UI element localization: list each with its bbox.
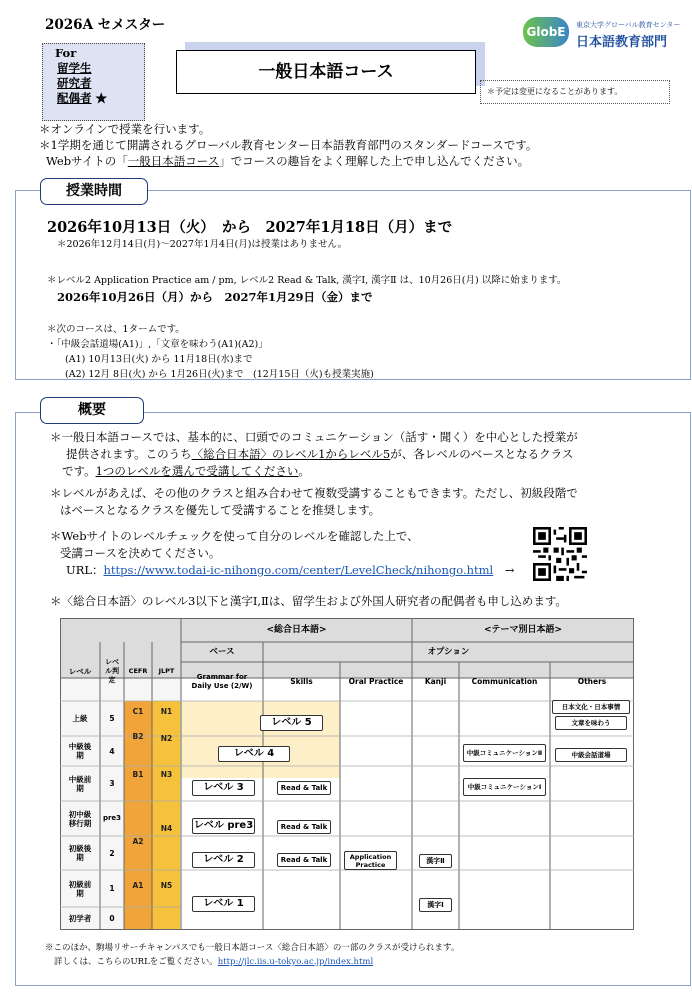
kanji-1-tag[interactable]: 漢字Ⅰ bbox=[419, 898, 452, 912]
row-level-number: 2 bbox=[109, 848, 115, 858]
overview-p2-line1: ＊レベルがあえば、その他のクラスと組み合わせて複数受講することもできます。ただし、初級段階で bbox=[50, 486, 578, 500]
jlpt-label: N1 bbox=[160, 706, 173, 716]
read-talk-tag[interactable]: Read & Talk bbox=[277, 853, 331, 867]
level-pre3-tag[interactable]: レベル pre3 bbox=[192, 818, 255, 834]
intro-website: Webサイトの「一般日本語コース」でコースの趣旨をよく理解した上で申し込んでください。 bbox=[46, 154, 530, 168]
col-skills: Skills bbox=[290, 677, 313, 686]
term-a2: (A2) 12月 8日(火) から 1月26日(火)まで (12月15日（火)も授業実施) bbox=[65, 369, 374, 380]
sub-option: オプション bbox=[427, 646, 470, 657]
others-conversation-tag[interactable]: 中級会話道場 bbox=[555, 748, 627, 762]
row-level-number: 0 bbox=[109, 914, 115, 923]
one-term-note: ＊次のコースは、1タームです。 bbox=[47, 324, 185, 335]
jlpt-label: N4 bbox=[160, 823, 173, 833]
comm-1-tag[interactable]: 中級コミュニケーションⅠ bbox=[463, 778, 546, 796]
level-5-tag[interactable]: レベル 5 bbox=[260, 715, 323, 731]
globe-logo: GlobE bbox=[523, 17, 569, 47]
main-period: 2026年10月13日（火） から 2027年1月18日（月）まで bbox=[47, 219, 453, 236]
col-kanji: Kanji bbox=[424, 677, 447, 686]
level-check-link[interactable]: https://www.todai-ic-nihongo.com/center/LevelCheck/nihongo.html bbox=[103, 563, 494, 577]
row-level-name: 初級後期 bbox=[68, 844, 92, 862]
footer-note: ※このほか、駒場リサーチキャンパスでも一般日本語コース〈総合日本語〉の一部のクラスが受けられます。 bbox=[45, 943, 460, 953]
cefr-label: A2 bbox=[132, 836, 144, 846]
col-cefr: CEFR bbox=[128, 667, 148, 675]
overview-p4: ＊〈総合日本語〉のレベル3以下と漢字Ⅰ,Ⅱは、留学生および外国人研究者の配偶者も申し込めます。 bbox=[50, 594, 567, 608]
row-level-name: 初級前期 bbox=[68, 879, 92, 898]
cefr-label: B2 bbox=[132, 731, 144, 741]
late-start-note: ＊レベル2 Application Practice am / pm, レベル2 Read & Talk, 漢字Ⅰ, 漢字Ⅱ は、10月26日(月) 以降に始まります。 bbox=[47, 275, 567, 286]
kanji-2-tag[interactable]: 漢字Ⅱ bbox=[419, 854, 452, 868]
level-3-tag[interactable]: レベル 3 bbox=[192, 780, 255, 796]
star-icon: ★ bbox=[95, 91, 108, 105]
for-label: For bbox=[55, 46, 77, 60]
jlpt-label: N5 bbox=[160, 880, 173, 890]
overview-p2-line2: はベースとなるクラスを優先して受講することを推奨します。 bbox=[60, 503, 381, 517]
col-grammar: Grammar for Daily Use (2/W) bbox=[191, 672, 253, 690]
overview-p3-line1: ＊Webサイトのレベルチェックを使って自分のレベルを確認した上で、 bbox=[50, 529, 419, 543]
schedule-change-notice: ＊予定は変更になることがあります。 bbox=[480, 80, 670, 104]
group-theme-header: <テーマ別日本語> bbox=[483, 624, 563, 635]
page-title: 一般日本語コース bbox=[176, 50, 476, 94]
overview-p1-line3: です。1つのレベルを選んで受講してください。 bbox=[62, 464, 310, 478]
no-class-note: ＊2026年12月14日(月)～2027年1月4日(月)は授業はありません。 bbox=[57, 239, 348, 250]
schedule-heading: 授業時間 bbox=[40, 178, 148, 205]
level-1-tag[interactable]: レベル 1 bbox=[192, 896, 255, 912]
cefr-label: C1 bbox=[132, 706, 144, 716]
col-jlpt: JLPT bbox=[158, 667, 175, 675]
read-talk-tag[interactable]: Read & Talk bbox=[277, 820, 331, 834]
cefr-label: A1 bbox=[132, 880, 144, 890]
others-culture-tag[interactable]: 日本文化・日本事情 bbox=[552, 700, 630, 714]
row-level-number: 3 bbox=[109, 779, 115, 788]
row-level-name: 初学者 bbox=[68, 914, 92, 923]
overview-p1-line2: 提供されます。このうち〈総合日本語〉のレベル1からレベル5が、各レベルのベースとなるクラス bbox=[66, 447, 574, 461]
intro-online: ＊オンラインで授業を行います。 bbox=[39, 122, 211, 136]
late-period: 2026年10月26日（月）から 2027年1月29日（金）まで bbox=[57, 290, 373, 304]
row-level-number: pre3 bbox=[102, 814, 122, 822]
cefr-label: B1 bbox=[132, 769, 144, 779]
for-item-students: 留学生 bbox=[57, 61, 92, 75]
application-practice-tag[interactable]: Application Practice bbox=[344, 851, 397, 870]
row-level-name: 初中級移行期 bbox=[68, 809, 92, 828]
level-2-tag[interactable]: レベル 2 bbox=[192, 852, 255, 868]
term-a1: (A1) 10月13日(火) から 11月18日(水)まで bbox=[65, 354, 253, 365]
row-level-number: 4 bbox=[109, 746, 115, 756]
jlpt-label: N2 bbox=[160, 733, 173, 743]
sub-base: ベース bbox=[209, 646, 235, 657]
row-level-number: 1 bbox=[109, 884, 115, 893]
overview-p3-line2: 受講コースを決めてください。 bbox=[60, 546, 221, 560]
col-hantei: レベル判定 bbox=[105, 658, 119, 684]
course-link[interactable]: 一般日本語コース bbox=[127, 154, 220, 168]
row-level-name: 上級 bbox=[72, 714, 88, 723]
group-sogo-header: <総合日本語> bbox=[266, 624, 327, 635]
col-others: Others bbox=[577, 677, 607, 686]
for-item-researchers: 研究者 bbox=[57, 76, 92, 90]
intro-standard: ＊1学期を通じて開講されるグローバル教育センター日本語教育部門のスタンダードコースです。 bbox=[39, 138, 538, 152]
col-oral: Oral Practice bbox=[348, 677, 404, 686]
others-reading-tag[interactable]: 文章を味わう bbox=[555, 716, 627, 730]
one-term-list: ・「中級会話道場(A1)」,「文章を味わう(A1)(A2)」 bbox=[47, 339, 268, 350]
row-level-name: 中級前期 bbox=[68, 774, 92, 793]
jlpt-label: N3 bbox=[160, 769, 173, 779]
row-level-name: 中級後期 bbox=[68, 742, 92, 760]
level-check-url-line: URL：https://www.todai-ic-nihongo.com/center/LevelCheck/nihongo.html → bbox=[66, 563, 515, 577]
logo-organization: 東京大学グローバル教育センター bbox=[576, 21, 681, 29]
qr-code-icon[interactable] bbox=[533, 527, 587, 581]
read-talk-tag[interactable]: Read & Talk bbox=[277, 781, 331, 795]
level-4-tag[interactable]: レベル 4 bbox=[218, 746, 290, 762]
footer-url-line: 詳しくは、こちらのURLをご覧ください。http://jlc.iis.u-tokyo.ac.jp/index.html bbox=[54, 957, 374, 967]
for-item-spouses: 配偶者 bbox=[57, 91, 92, 105]
komaba-link[interactable]: http://jlc.iis.u-tokyo.ac.jp/index.html bbox=[217, 957, 374, 967]
logo-department: 日本語教育部門 bbox=[576, 35, 668, 50]
col-level: レベル bbox=[68, 667, 92, 676]
level-table bbox=[60, 618, 634, 930]
target-audience-box bbox=[42, 43, 145, 121]
col-comm: Communication bbox=[471, 677, 538, 686]
arrow-icon: → bbox=[504, 563, 515, 577]
comm-2-tag[interactable]: 中級コミュニケーションⅡ bbox=[463, 744, 546, 762]
overview-heading: 概要 bbox=[40, 397, 144, 424]
semester-label: 2026A セメスター bbox=[45, 17, 166, 33]
row-level-number: 5 bbox=[109, 714, 115, 723]
overview-p1-line1: ＊一般日本語コースでは、基本的に、口頭でのコミュニケーション（話す・聞く）を中心とした授業が bbox=[50, 430, 578, 444]
